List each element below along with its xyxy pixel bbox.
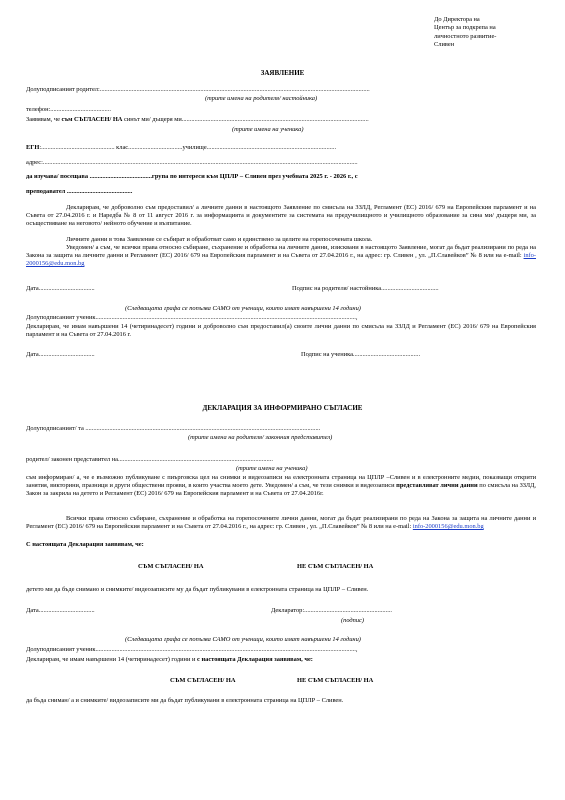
egn-line: ЕГН:.............................................. клас..................................училище................................................................................. <box>26 144 337 151</box>
addressee-line: До Директора на <box>434 16 480 23</box>
consent-parent-hint: (трите имена на родителя/ законния представител) <box>188 434 333 441</box>
study-line: да изучава/ посещава .......................................група по интереси към ЦПЛР – Сливен през учебната 2025 г. - 2026 г., с <box>26 173 358 180</box>
representative-line: родител/ законен представител на................................................................................................. <box>26 456 273 463</box>
informed-paragraph: съм информиран/ а, че е възможно публикуване с пиърговска цел на снимки и видеозаписи на електронната страница на ЦПЛР –Сливен и в електронните медии, показващи открити занятия, викторини, празници и други обществени прояви, в които участва моето дете. Уведомен/ а съм, че тези снимки и видеозаписи представляват лични данни по смисъла на ЗЗЛД, Закон за закрила на детето и Регламент (ЕС) 2016/ 679 на Европейския парламент и на Съвета от 27.04.2016г. <box>26 474 536 497</box>
consent-student-undersigned-line: Долуподписаният ученик..................................................................................................................................................................., <box>26 646 358 653</box>
consent-undersigned-line: Долуподписаният/ та ................................................................................................................................................... <box>26 425 321 432</box>
email-link[interactable]: info-2000156@edu.mon.bg <box>26 252 536 267</box>
rights-paragraph: Всички права относно събиране, съхранение и обработка на горепосочените лични данни, могат да бъдат реализирани по реда на Закона за защита на личните данни и Регламент (ЕС) 2016/ 679 на Европейския парламент и на Съвета от 27.04.2016 г., на адрес: гр. Сливен , ул. „П.Славейков” № 8 или на e-mail: info-2000156@edu.mon.bg <box>26 515 536 530</box>
consent-email-link[interactable]: info-2000156@edu.mon.bg <box>412 523 484 530</box>
date-line-2: Дата................................... <box>26 351 95 358</box>
disagree-option-2[interactable]: НЕ СЪМ СЪГЛАСЕН/ НА <box>297 677 374 684</box>
signature-hint: (подпис) <box>341 617 365 624</box>
consent-title: ДЕКЛАРАЦИЯ ЗА ИНФОРМИРАНО СЪГЛАСИЕ <box>202 404 363 412</box>
declaration-paragraph: Декларирам, че доброволно съм предоставил/ а личните данни в настоящото Заявление по смисъла на ЗЗЛД, Регламент (ЕС) 2016/ 679 на Европейския парламент и на Съвета от 27.04.2016 г. и Наредба № 8 от 11 август 2016 г. за информацията и документите за системата на предучилищното и училищното образование за сина ми/ дъщеря ми, за осъществяване на неговото/ нейното обучение и възпитание. <box>26 204 536 227</box>
address-line: адрес:..................................................................................................................................................................................................... <box>26 159 358 166</box>
publish-line: детето ми да бъде снимано и снимките/ видеозаписите му да бъдат публикувани в електронната страница на ЦПЛР – Сливен. <box>26 586 369 593</box>
agree-option[interactable]: СЪМ СЪГЛАСЕН/ НА <box>138 563 204 570</box>
declarant-line: Декларатор:....................................................... <box>271 607 393 614</box>
phone-line: телефон:...................................... <box>26 106 111 113</box>
student-declaration: Декларирам, че имам навършени 14 (четиринадесет) години и доброволно съм предоставил(а) своите лични данни по смисъла на ЗЗЛД и Регламент (ЕС) 2016/ 679 на Европейския парламент и на Съвета от 27.04.2016 г. <box>26 323 536 338</box>
teacher-line: преподавател ......................................... <box>26 188 133 195</box>
consent-students-only-note: (Следващата графа се попълва САМО от ученици, които имат навършени 14 години) <box>125 636 361 643</box>
personal-data-line: Личните данни в това Заявление се събират и обработват само и единствено за целите на горепосочената школа. <box>66 236 373 243</box>
disagree-option[interactable]: НЕ СЪМ СЪГЛАСЕН/ НА <box>297 563 374 570</box>
parent-name-hint: (трите имена на родителя/ настойника) <box>205 95 318 102</box>
students-only-note: (Следващата графа се попълва САМО от ученици, които имат навършени 14 години) <box>125 305 361 312</box>
declare-line: С настоящата Декларация заявявам, че: <box>26 541 144 548</box>
consent-student-declaration: Декларирам, че имам навършени 14 (четиринадесет) години и с настоящата Декларация заявявам, че: <box>26 656 313 663</box>
application-title: ЗАЯВЛЕНИЕ <box>260 69 305 77</box>
addressee-line: Център за подкрепа на <box>434 24 496 32</box>
agree-option-2[interactable]: СЪМ СЪГЛАСЕН/ НА <box>170 677 236 684</box>
notice-paragraph: Уведомен/ а съм, че всички права относно събиране, съхранение и обработка на личните данни, изисквани в настоящото Заявление, могат да бъдат реализирани по реда на Закона за защита на личните данни и Регламент (ЕС) 2016/ 679 на Европейския парламент и на Съвета от 27.04.2016 г., на адрес: гр. Сливен , ул. „П.Славейков” № 8 или на e-mail: info-2000156@edu.mon.bg <box>26 244 536 267</box>
addressee-line: Сливен <box>434 41 455 49</box>
addressee-line: личностното развитие- <box>434 32 497 40</box>
student-undersigned-line: Долуподписаният ученик..................................................................................................................................................................., <box>26 314 358 321</box>
student-signature-line: Подпис на ученика.......................................... <box>301 351 421 358</box>
consent-student-hint: (трите имена на ученика) <box>236 465 308 472</box>
publish-line-2: да бъда сниман/ а и снимките/ видеозаписите ми да бъдат публикувани в електронната страница на ЦПЛР – Сливен. <box>26 697 344 704</box>
consent-date-line: Дата................................... <box>26 607 95 614</box>
parent-signature-line: Подпис на родителя/ настойника.................................... <box>292 285 439 292</box>
addressee-block <box>434 16 554 50</box>
date-line: Дата................................... <box>26 285 95 292</box>
parent-name-line: Долуподписаният родител:......................................................................................................................................................................... <box>26 86 370 93</box>
student-name-hint: (трите имена на ученика) <box>232 126 304 133</box>
agree-line: Заявявам, че съм СЪГЛАСЕН/ НА синът ми/ дъщеря ми..................................................................................................................... <box>26 116 369 123</box>
